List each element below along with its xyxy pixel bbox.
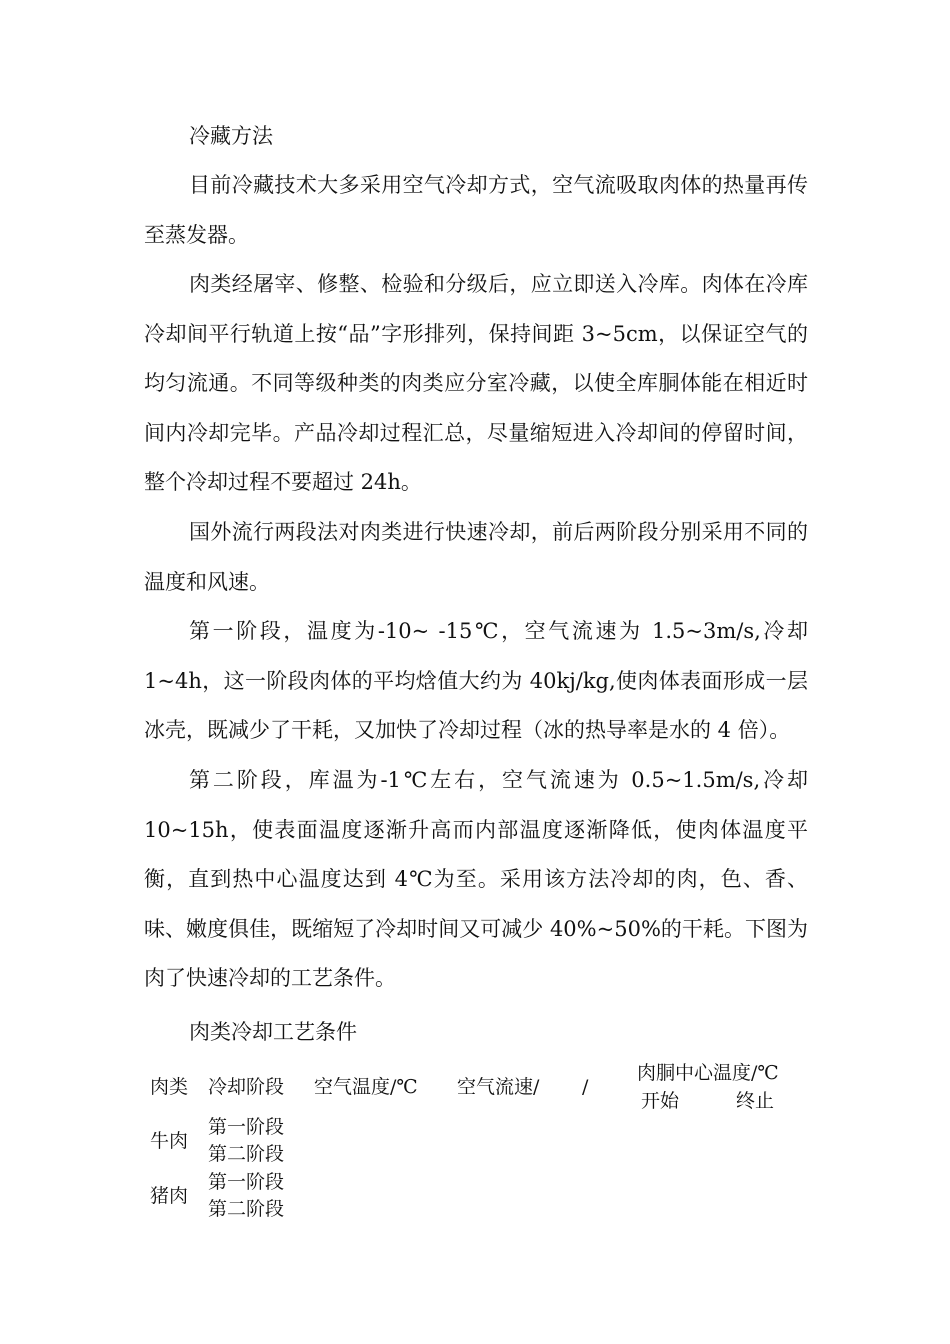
row-beef-stage-1: 第一阶段	[208, 1116, 285, 1138]
paragraph-2: 肉类经屠宰、修整、检验和分级后，应立即送入冷库。肉体在冷库冷却间平行轨道上按“品”字形排列，保持间距 3~5cm，以保证空气的均匀流通。不同等级种类的肉类应分室冷藏，以使全库胴体能在相近时间内冷却完毕。产品冷却过程汇总，尽量缩短进入冷却间的停留时间，整个冷却过程不要超过 24h。	[144, 272, 808, 494]
header-start: 开始	[641, 1090, 680, 1112]
header-air-speed: 空气流速/	[457, 1076, 540, 1098]
row-pork-stage-1: 第一阶段	[208, 1171, 285, 1193]
header-meat: 肉类	[150, 1076, 189, 1098]
header-slash: /	[582, 1076, 589, 1098]
row-pork-meat: 猪肉	[150, 1185, 189, 1207]
header-core-temp: 肉胴中心温度/℃	[637, 1062, 779, 1084]
paragraph-3: 国外流行两段法对肉类进行快速冷却，前后两阶段分别采用不同的温度和风速。	[144, 520, 808, 594]
paragraph-5: 第二阶段，库温为-1℃左右，空气流速为 0.5~1.5m/s,冷却 10~15h，使表面温度逐渐升高而内部温度逐渐降低，使肉体温度平衡，直到热中心温度达到 4℃为至。采用该方法冷却的肉，色、香、味、嫩度俱佳，既缩短了冷却时间又可减少 40%~50%的干耗。下图为肉了快速冷却的工艺条件。	[144, 768, 808, 990]
row-pork-stage-2: 第二阶段	[208, 1198, 285, 1220]
paragraph-4: 第一阶段，温度为-10~ -15℃，空气流速为 1.5~3m/s,冷却 1~4h，这一阶段肉体的平均焓值大约为 40kj/kg,使肉体表面形成一层冰壳，既减少了干耗，又加快了冷却过程（冰的热导率是水的 4 倍）。	[144, 619, 808, 742]
header-stage: 冷却阶段	[208, 1076, 285, 1098]
paragraph-1: 目前冷藏技术大多采用空气冷却方式，空气流吸取肉体的热量再传至蒸发器。	[144, 173, 808, 247]
header-air-temp: 空气温度/℃	[314, 1076, 418, 1098]
section-heading: 冷藏方法	[189, 124, 273, 148]
header-end: 终止	[736, 1090, 775, 1112]
table-title: 肉类冷却工艺条件	[189, 1020, 357, 1044]
row-beef-stage-2: 第二阶段	[208, 1143, 285, 1165]
row-beef-meat: 牛肉	[150, 1130, 189, 1152]
